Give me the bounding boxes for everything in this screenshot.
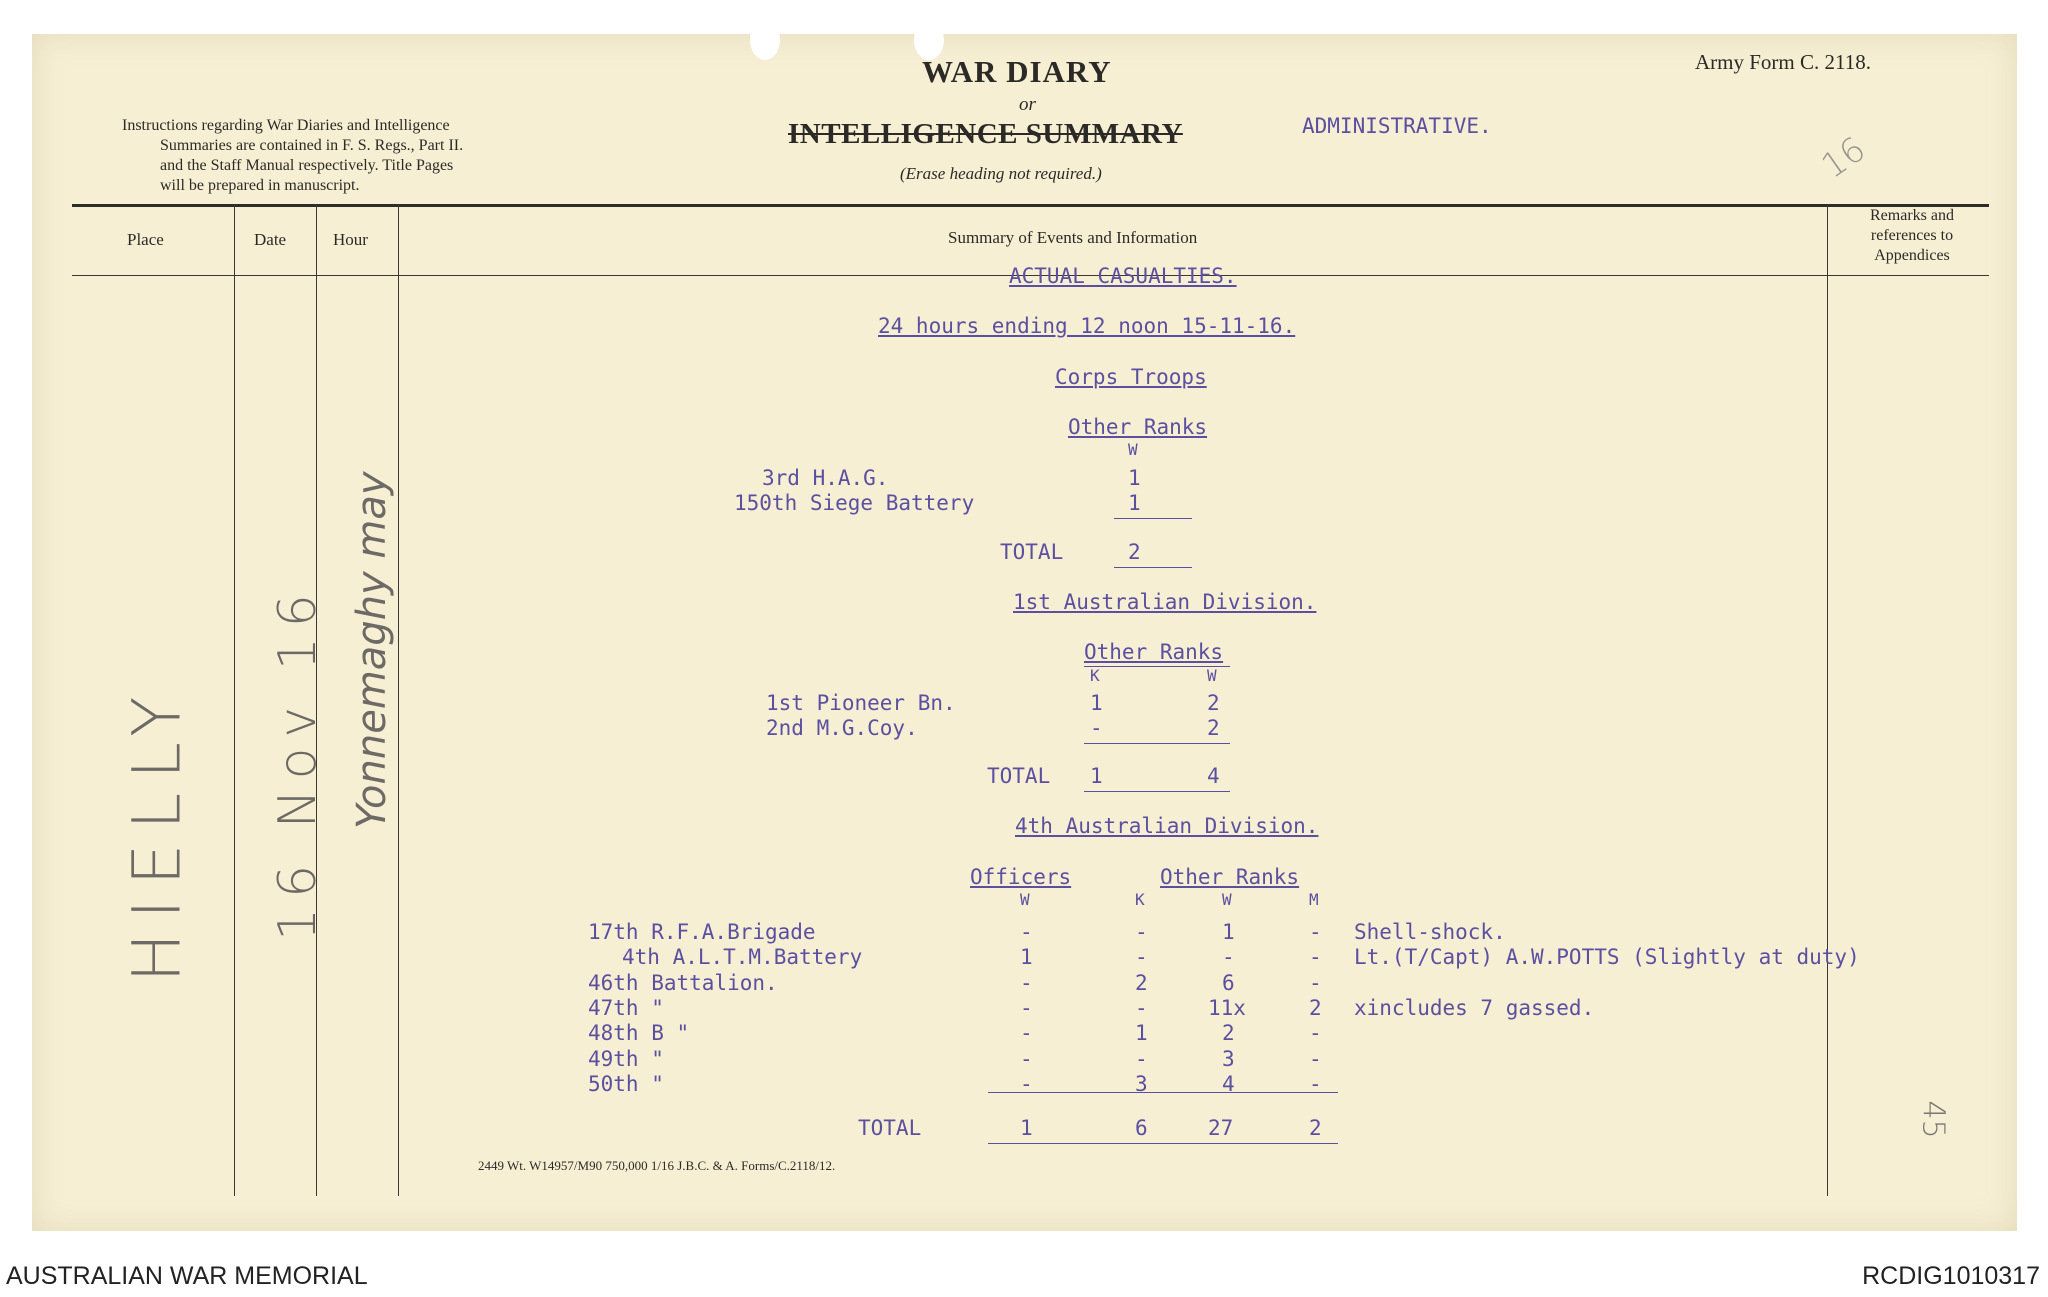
div4-row-unit: 50th " xyxy=(588,1071,664,1096)
div4-sum-rule xyxy=(988,1092,1338,1093)
column-header-date: Date xyxy=(254,230,287,249)
div4-row-unit: 49th " xyxy=(588,1046,664,1071)
table-top-rule xyxy=(72,204,1989,207)
div4-row-w: - xyxy=(1222,945,1235,970)
div4-row-w: 2 xyxy=(1222,1021,1235,1046)
div4-row-officers-w: 1 xyxy=(1020,945,1033,970)
div4-row-m: - xyxy=(1309,970,1322,995)
div4-row-officers-w: - xyxy=(1020,1046,1033,1071)
div4-row-remark: xincludes 7 gassed. xyxy=(1354,995,1595,1020)
div4-row-officers-w: - xyxy=(1020,995,1033,1020)
div4-total-rule xyxy=(988,1143,1338,1144)
div4-row-k: 1 xyxy=(1135,1021,1148,1046)
handwritten-place: HIELLY xyxy=(118,682,196,983)
form-title-or: or xyxy=(1019,94,1036,115)
div1-row-k: 1 xyxy=(1090,691,1103,715)
div4-row-officers-w: - xyxy=(1020,970,1033,995)
div1-total-k: 1 xyxy=(1090,764,1103,788)
div1-row-w: 2 xyxy=(1207,716,1220,740)
div4-row-unit: 46th Battalion. xyxy=(588,970,778,995)
corps-sum-rule xyxy=(1114,518,1192,519)
div1-col-w: W xyxy=(1207,666,1217,685)
printer-imprint: 2449 Wt. W14957/M90 750,000 1/16 J.B.C. & A. Forms/C.2118/12. xyxy=(478,1158,836,1173)
div4-row-m: - xyxy=(1309,920,1322,944)
div1-header-rule xyxy=(1084,666,1230,667)
div1-total-label: TOTAL xyxy=(987,764,1051,788)
div1-group-header: Other Ranks xyxy=(1084,640,1224,664)
div1-total-w: 4 xyxy=(1207,764,1220,788)
corps-total-rule xyxy=(1114,567,1192,568)
div4-row-officers-w: - xyxy=(1020,1021,1033,1046)
div1-row-w: 2 xyxy=(1207,691,1220,715)
div1-sum-rule xyxy=(1084,743,1230,744)
div4-total-officers-w: 1 xyxy=(1020,1116,1033,1140)
div4-row-w: 6 xyxy=(1222,970,1235,995)
div4-row-m: - xyxy=(1309,945,1322,970)
div4-row-m: 2 xyxy=(1309,995,1322,1020)
page-mark: 16 xyxy=(1814,129,1873,187)
typed-heading: ADMINISTRATIVE. xyxy=(1302,114,1492,138)
div4-total-w: 27 xyxy=(1208,1116,1234,1140)
instructions-line: Instructions regarding War Diaries and Intelligence xyxy=(122,117,450,134)
remarks-line: Appendices xyxy=(1874,247,1950,264)
div4-row-k: 2 xyxy=(1135,970,1148,995)
folio-number: 45 xyxy=(1915,1100,1951,1139)
div4-row-k: 3 xyxy=(1135,1071,1148,1096)
army-form-number: Army Form C. 2118. xyxy=(1695,50,1871,74)
div4-total-m: 2 xyxy=(1309,1116,1322,1140)
div4-total-k: 6 xyxy=(1135,1116,1148,1140)
column-header-place: Place xyxy=(127,230,164,249)
corps-title: Corps Troops xyxy=(1055,365,1207,389)
erase-note: (Erase heading not required.) xyxy=(900,164,1102,183)
div4-row-officers-w: - xyxy=(1020,920,1033,944)
div4-row-officers-w: - xyxy=(1020,1071,1033,1096)
form-subtitle-text: INTELLIGENCE SUMMARY xyxy=(788,118,1183,150)
div4-other-ranks-header: Other Ranks xyxy=(1160,865,1300,889)
corps-row-w: 1 xyxy=(1128,466,1141,490)
div4-row-w: 3 xyxy=(1222,1046,1235,1071)
div4-row-unit: 4th A.L.T.M.Battery xyxy=(622,945,863,970)
instructions-line: will be prepared in manuscript. xyxy=(160,177,360,194)
div1-row-k: - xyxy=(1090,716,1103,740)
corps-row-w: 1 xyxy=(1128,491,1141,515)
column-header-hour: Hour xyxy=(333,230,368,249)
handwritten-date: 16 Nov 16 xyxy=(268,584,328,941)
div4-total-label: TOTAL xyxy=(858,1116,922,1140)
div1-title: 1st Australian Division. xyxy=(1013,590,1317,614)
div4-row-w: 4 xyxy=(1222,1071,1235,1096)
div1-row-unit: 2nd M.G.Coy. xyxy=(766,716,918,740)
div4-row-m: - xyxy=(1309,1071,1322,1096)
div4-col-m: M xyxy=(1309,890,1319,909)
column-header-remarks xyxy=(1842,206,1982,266)
credit-right: RCDIG1010317 xyxy=(1862,1262,2040,1290)
column-divider xyxy=(398,204,399,1196)
handwritten-hour: Yonnemaghy may xyxy=(349,471,395,829)
div4-row-k: - xyxy=(1135,945,1148,970)
credit-left: AUSTRALIAN WAR MEMORIAL xyxy=(6,1262,368,1290)
instructions-line: and the Staff Manual respectively. Title Pages xyxy=(160,157,454,174)
diary-page xyxy=(32,34,2017,1231)
binder-hole-left xyxy=(750,20,780,60)
corps-row-unit: 3rd H.A.G. xyxy=(762,466,889,490)
div4-row-w: 11x xyxy=(1208,995,1246,1020)
div4-officers-header: Officers xyxy=(970,865,1072,889)
instructions xyxy=(122,116,463,196)
div4-row-unit: 48th B " xyxy=(588,1021,690,1046)
instructions-line: Summaries are contained in F. S. Regs., Part II. xyxy=(160,137,464,154)
column-divider xyxy=(1827,204,1828,1196)
casualties-heading: ACTUAL CASUALTIES. xyxy=(1009,264,1237,288)
corps-total: 2 xyxy=(1128,540,1141,564)
corps-row-unit: 150th Siege Battery xyxy=(734,491,975,515)
div4-row-k: - xyxy=(1135,995,1148,1020)
div4-row-unit: 17th R.F.A.Brigade xyxy=(588,920,816,944)
remarks-line: Remarks and xyxy=(1870,207,1954,224)
div4-row-m: - xyxy=(1309,1021,1322,1046)
period-line: 24 hours ending 12 noon 15-11-16. xyxy=(878,314,1296,338)
div1-row-unit: 1st Pioneer Bn. xyxy=(766,691,956,715)
remarks-line: references to xyxy=(1870,227,1954,244)
column-header-summary: Summary of Events and Information xyxy=(948,228,1198,247)
div4-row-remark: Lt.(T/Capt) A.W.POTTS (Slightly at duty) xyxy=(1354,945,1860,970)
div4-row-m: - xyxy=(1309,1046,1322,1071)
div4-row-k: - xyxy=(1135,1046,1148,1071)
div4-row-remark: Shell-shock. xyxy=(1354,920,1506,944)
div4-row-w: 1 xyxy=(1222,920,1235,944)
div4-row-unit: 47th " xyxy=(588,995,664,1020)
div4-col-w: W xyxy=(1222,890,1232,909)
column-divider xyxy=(234,204,235,1196)
corps-group-header: Other Ranks xyxy=(1068,415,1208,439)
div1-total-rule xyxy=(1084,791,1230,792)
div1-col-k: K xyxy=(1090,666,1100,685)
div4-row-k: - xyxy=(1135,920,1148,944)
div4-title: 4th Australian Division. xyxy=(1015,814,1319,838)
div4-col-officers-w: W xyxy=(1020,890,1030,909)
corps-total-label: TOTAL xyxy=(1000,540,1064,564)
div4-col-k: K xyxy=(1135,890,1145,909)
corps-col-w: W xyxy=(1128,440,1138,459)
form-subtitle xyxy=(788,118,1183,151)
form-title: WAR DIARY xyxy=(922,54,1112,89)
